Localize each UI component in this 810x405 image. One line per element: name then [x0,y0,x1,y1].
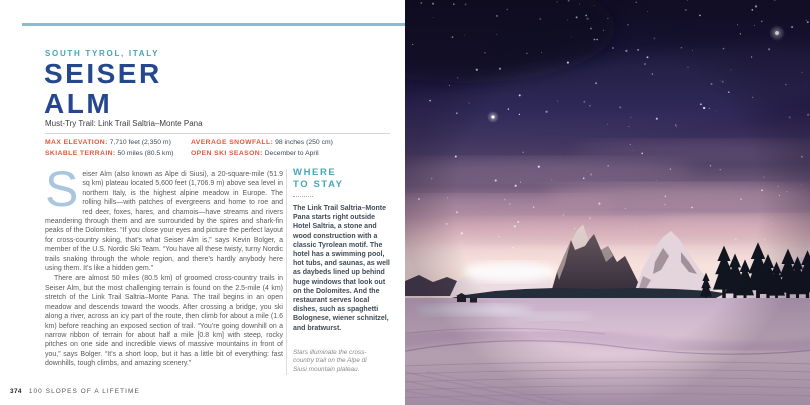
stat-skiable-terrain [45,150,191,157]
stat-label: SKIABLE TERRAIN: [45,149,116,157]
page-number: 374 [10,388,22,395]
photo-caption: Stars illuminate the cross-country trail on the Alpe di Siusi mountain plateau. [293,348,367,374]
article-body [45,161,283,369]
horizontal-rule [45,133,390,134]
page-footer [10,388,140,395]
stat-value: 98 inches (250 cm) [275,139,333,146]
paragraph-1-text: eiser Alm (also known as Alpe di Siusi), a 20-square-mile (51.9 sq km) plateau located 5,600 feet (1,706.9 m) above sea level in northern Italy, is the highest alpine meadow in Europe. The rolling hills—with patches of evergreens and home to roe and red deer, foxes, hares, and chamois—have streams and rivers meandering through them and are surrounded by the spires and shark-fin peaks of the Dolomites. “If you close your eyes and picture the perfect layout for cross-country skiing, that’s what Seiser Alm is,” says Kevin Bolger, a member of the U.S. Nordic Ski Team. “You have all these twisty, turny Nordic trails snaking through the whole region, and there’s hardly anybody here using them. It’s like a hidden gem.” [45,171,283,273]
page-title [44,59,162,119]
stat-label: AVERAGE SNOWFALL: [191,139,274,146]
vignette [405,0,810,405]
title-line-1: SEISER [44,58,162,89]
stat-value: 7,710 feet (2,350 m) [109,139,171,146]
paragraph-2: There are almost 50 miles (80.5 km) of groomed cross-country trails in Seiser Alm, but the most challenging terrain is found on the 2.5-mile (4 km) stretch of the Link Trail Saltria–Monte Pana. The trail begins in an open meadow and descends toward the woods. After crossing a bridge, you ski along a river, across an icy part of the route, then climb for about a mile (1.6 km) before reaching an exposed section of trail. “You’re going downhill on a narrow ribbon of terrain for about half a mile [0.8 km] with steep, rocky pitches on one side and incredible views of massive mountains in front of you,” says Bolger. “It’s a short loop, but it has a little bit of everything: fast downhills, tough climbs, and amazing scenery.” [45,275,283,368]
sidebar-heading: WHERE TO STAY [293,167,344,190]
top-accent-bar [22,23,405,26]
where-to-stay-sidebar [293,167,392,381]
sidebar-divider [286,169,287,375]
paragraph-1 [45,161,283,273]
night-trail-photo [405,0,810,405]
stat-open-ski-season [191,150,390,157]
stat-label: MAX ELEVATION: [45,139,108,146]
stat-max-elevation [45,139,191,146]
stat-value: December to April [264,149,319,157]
drop-cap: S [45,161,79,217]
sidebar-text: The Link Trail Saltria–Monte Pana starts right outside Hotel Saltria, a stone and wood construction with a classic Tyrolean motif. The hotel has a swimming pool, hot tubs, and saunas, as well as daybeds lined up behind huge windows that look out on the Dolomites. And the restaurant serves local dishes, such as spaghetti Bolognese, wiener schnitzel, and bratwurst. [293,205,390,332]
stat-label: OPEN SKI SEASON: [191,149,263,157]
must-try-trail-subtitle: Must-Try Trail: Link Trail Saltria–Monte Pana [45,119,203,128]
title-line-2: ALM [44,88,113,119]
location-kicker: SOUTH TYROL, ITALY [45,49,160,58]
sidebar-rule [293,196,313,197]
stat-average-snowfall [191,139,390,146]
stat-value: 50 miles (80.5 km) [117,149,174,157]
stats-block [45,139,390,157]
book-title: 100 SLOPES OF A LIFETIME [28,388,140,395]
photo-illustration [405,0,810,405]
